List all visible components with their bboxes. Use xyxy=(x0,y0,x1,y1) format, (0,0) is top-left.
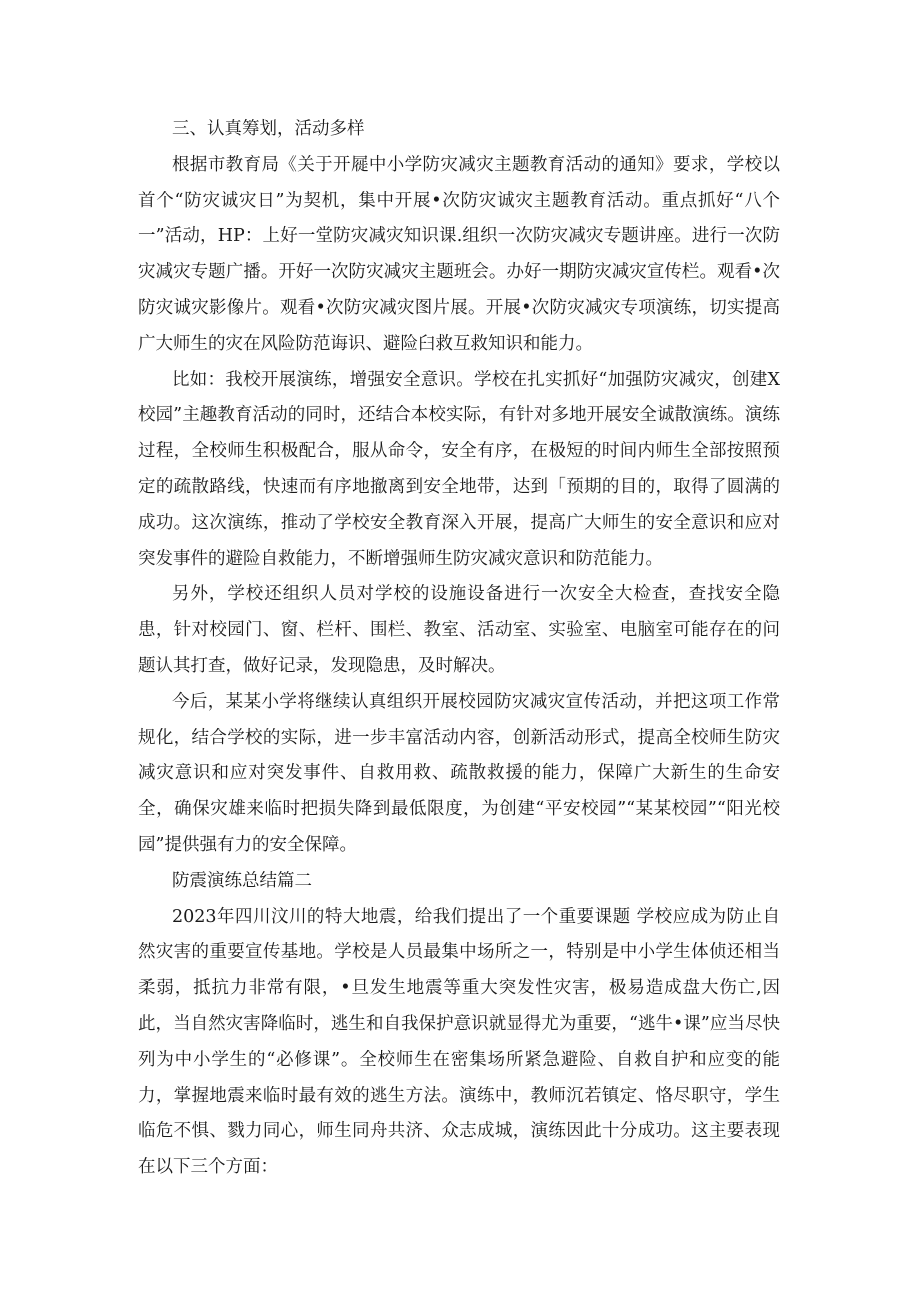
paragraph-activity-plan: 根据市教育局《关于开屣中小学防灾减灾主题教育活动的通知》要求，学校以首个“防灾诚灾日”为契机，集中开展•次防灾诚灾主题教育活动。重点抓好“八个一”活动，HP：上好一堂防灾减灾知识课.组织一次防灾减灾专题讲座。进行一次防灾减灾专题广播。开好一次防灾减灾主题班会。办好一期防灾减灾宣传栏。观看•次防灾诚灾影像片。观看•次防灾减灾图片展。开展•次防灾减灾专项演练，切实提高广大师生的灾在风险防范诲识、避险臼救互救知识和能力。 xyxy=(138,154,780,354)
subheading-earthquake-drill: 防震演练总结篇二 xyxy=(172,870,312,891)
section-heading: 三、认真筹划，活动多样 xyxy=(172,119,365,139)
paragraph-earthquake-intro: 2023年四川汶川的特大地震，给我们提出了一个重要课题 学校应成为防止自然灾害的重要宣传基地。学校是人员最集中场所之一，特别是中小学生体侦还相当柔弱，抵抗力非常有限，•旦发生地震等重大突发性灾害，极易造成盘大伤亡,因此，当自然灾害降临时，逃生和自我保护意识就显得尤为重要，“逃牛•课”应当尽快列为中小学生的“必修课”。全校师生在密集场所紧急避险、自救自护和应变的能力，掌握地震来临时最有效的逃生方法。演练中，教师沉若镇定、恪尽职守，学生临危不惧、戮力同心，师生同舟共济、众志成城，演练因此十分成功。这主要表现在以下三个方面： xyxy=(138,906,780,1178)
document-page xyxy=(138,112,780,1186)
paragraph-drill-example: 比如：我校开展演练，增强安全意识。学校在扎实抓好“加强防灾减灾，创建X校园”主趣教育活动的同时，还结合本校实际，有针对多地开展安全诚散演练。演练过程，全校师生积极配合，服从命令，安全有序，在极短的时间内师生全部按照预定的疏散路线，快速而有序地撤离到安全地带，达到「预期的目的，取得了圆满的成功。这次演练，推动了学校安全教育深入开展，提高广大师生的安全意识和应对突发事件的避险自救能力，不断增强师生防灾减灾意识和防范能力。 xyxy=(138,369,780,569)
paragraph-safety-inspection: 另外，学校还组织人员对学校的设施设备进行一次安全大检查，查找安全隐患，针对校园门、窗、栏杆、围栏、教室、活动室、实验室、电脑室可能存在的问题认其打查，做好记录，发现隐患，及时解决。 xyxy=(138,584,780,676)
paragraph-future-plans: 今后，某某小学将继续认真组织开展校园防灾减灾宣传活动，并把这项工作常规化，结合学校的实际，进一步丰富活动内容，创新活动形式，提高全校师生防灾减灾意识和应对突发事件、自救用救、疏散救援的能力，保障广大新生的生命安全，确保灾雄来临时把损失降到最低限度，为创建“平安校园”“某某校园”“阳光校园”提供强有力的安全保障。 xyxy=(138,691,780,855)
